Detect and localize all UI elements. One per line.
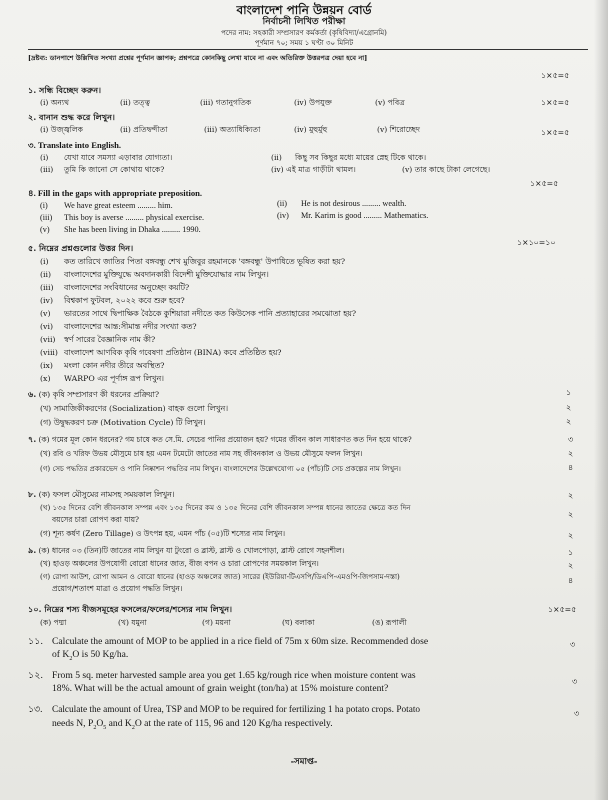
q6-item-3-marks: ২ [566,417,572,426]
q9-item-2: (খ) হাওড় অঞ্চলের উপযোগী বোরো ধানের জাত, বীজ বপন ও চারা রোপণের সময়কাল লিখুন। [40,559,319,568]
q5-item-8: (viii) বাংলাদেশ আণবিক কৃষি গবেষণা প্রতিষ্ঠান (BINA) কবে প্রতিষ্ঠিত হয়? [40,348,282,357]
q2-opt-2: (ii) প্রতিদ্বন্দীতা [120,125,168,134]
q4-item-2: (ii) He is not desirous ......... wealth. [277,199,407,208]
q9-item-3: (গ) রোপা আউশ, রোপা আমন ও বোরো ধানের (হাওড় অঞ্চলের জাত) সারের (ইউরিয়া-টিএসপি/ডিএপি-এমওপি-জিপসাম-দস্তা) [40,572,400,581]
q7-item-2: (খ) রবি ও খরিফ উভয় মৌসুমে চাষ হয় এমন টমেটো জাতের নাম সহ জীবনকাল ও উভয় মৌসুমে ফলন লিখুন। [40,449,363,458]
q8-item-3-marks: ২ [568,531,574,540]
q13-marks: ৩ [574,709,580,718]
q10-opt-3: (গ) ময়না [202,618,231,627]
q2-opt-4: (iv) মুহুর্মুহু [294,125,328,134]
q7-item-2-marks: ২ [568,449,574,458]
marks-and-time: পূর্ণমান ৭০; সময় ১ ঘণ্টা ৩০ মিনিট [254,39,354,47]
q4-heading: ৪. Fill in the gaps with appropriate preposition. [28,188,203,198]
q5-heading: ৫. নিম্নের প্রশ্নগুলোর উত্তর দিন। [28,243,134,253]
q13-line1: ১৩. Calculate the amount of Urea, TSP and MOP to be required for fertilizing 1 ha potato crops. Potato [28,705,421,715]
q8-item-2-line2: বয়সের চারা রোপণ করা যায়? [52,515,139,524]
q7-item-3-marks: ৪ [568,463,574,472]
q6-item-3: (গ) উদ্বুদ্ধকরণ চক্র (Motivation Cycle) টি লিখুন। [40,418,206,427]
q8-item-2-marks: ২ [568,510,574,519]
q1-opt-5: (v) পবিত্র [375,98,405,107]
q5-item-4: (iv) বিশ্বকাপ ফুটবল, ২০২২ কবে শুরু হবে? [40,296,185,305]
q1-opt-4: (iv) উপযুক্ত [294,98,332,107]
q7-item-1-marks: ৩ [568,435,574,444]
q6-item-1: ৬. (ক) কৃষি সম্প্রসারণ কী ধরনের প্রক্রিয়া? [28,389,160,399]
q3-item-1: (i) যেখা যাবে সমস্যা এড়াবার যোগ্যতা। [40,153,173,162]
q3-item-4: (iv) এই মাত্র গাড়ীটা থামল। [271,165,356,174]
q5-item-3: (iii) বাংলাদেশের সংবিধানের অনুচ্ছেদ কয়টি? [40,283,190,292]
q7-item-3: (গ) সেচ পদ্ধতির প্রকারভেদ ও পানি নিষ্কাশন পদ্ধতির নাম লিখুন। বাংলাদেশের উল্লেখযোগ্য ০৫ (পাঁচ)টি সেচ প্রকল্পের নাম লিখুন। [40,464,401,473]
q9-item-3-line2: প্রয়োগ/শতাংশ মাত্রা ও প্রয়োগ পদ্ধতি লিখুন। [52,584,183,593]
q5-item-7: (vii) স্বর্ণ সারের বৈজ্ঞানিক নাম কী? [40,335,156,344]
q8-item-1-marks: ২ [568,491,574,500]
q10-opt-1: (ক) পদ্মা [40,618,67,627]
q13-line2: needs N, $P_2O_5$ and $K_2O$ at the rate of 115, 96 and 120 Kg/ha respectively. [52,718,333,731]
q5-item-2: (ii) বাংলাদেশের মুক্তিযুদ্ধে অবদানকারী বিদেশী মুক্তিযোদ্ধার নাম লিখুন। [40,270,269,279]
q12-marks: ৩ [572,677,578,686]
q6-item-2: (খ) সামাজিকীকরণের (Socialization) বাহক গুলো লিখুন। [40,404,228,413]
q10-opt-4: (ঘ) বলাকা [282,618,315,627]
q8-item-3: (গ) শূন্য কর্ষণ (Zero Tillage) ও উৎপন্ন হয়, এমন পাঁচ (০৫)টি শস্যের নাম লিখুন। [40,529,285,538]
q10-opt-2: (খ) যমুনা [118,618,147,627]
q9-item-1: ৯. (ক) ধানের ০৩ (তিন)টি জাতের নাম লিখুন যা টুংরো ও ব্লাস্ট, ব্লাস্ট ও খোলপোড়া, ব্লাস্ট রোগে সহনশীল। [28,545,345,555]
q1-text: সন্ধি বিচ্ছেদ করুন। [39,85,102,95]
q4-item-4: (iv) Mr. Karim is good ......... Mathematics. [277,211,429,220]
q1-number: ১. [28,85,37,95]
q5-item-6: (vi) বাংলাদেশের আন্ত:সীমান্ত নদীর সংখ্যা কত? [40,322,197,331]
q5-marks: ১×১০=১০ [517,238,556,247]
q4-item-3: (iii) This boy is averse ......... physical exercise. [40,213,205,222]
q9-item-2-marks: ২ [568,561,574,570]
q2-heading: ২. বানান শুদ্ধ করে লিখুন। [28,112,115,122]
q11-marks: ৩ [570,640,576,649]
q5-item-1: (i) কত তারিখে জাতির পিতা বঙ্গবন্ধু শেখ মুজিবুর রহমানকে 'বঙ্গবন্ধু' উপাধিতে ভূষিত করা হয়? [40,257,346,266]
q9-item-1-marks: ১ [568,548,574,557]
q2-marks: ১×৫=৫ [541,98,570,107]
q12-line2: 18%. What will be the actual amount of grain weight (ton/ha) at 15% moisture content? [52,683,389,694]
q3-item-5: (v) তার কাছে টাকা লেগেছে। [402,165,491,174]
organization-title: বাংলাদেশ পানি উন্নয়ন বোর্ড [236,3,372,17]
q6-item-2-marks: ২ [566,403,572,412]
q10-marks: ১×৫=৫ [548,605,577,614]
q3-item-2: (ii) কিছু সব কিছুর মধ্যে মায়ের স্নেহ টিকে থাকে। [271,153,427,162]
q4-marks: ১×৫=৫ [530,179,559,188]
page-edge-shadow [594,0,608,800]
q11-line2: of $K_2O$ is 50 Kg/ha. [52,649,129,662]
q5-item-5: (v) ভারতের সাথে দ্বিপাক্ষিক বৈঠকে কুশিয়ারা নদীতে কত কিউসেক পানি প্রত্যাহারের সমঝোতা হয়? [40,309,357,318]
q2-opt-3: (iii) অত্যাধিক্যিতা [204,125,261,134]
q11-line1: ১১. Calculate the amount of MOP to be applied in a rice field of 75m x 60m size. Recommended dose [28,636,429,647]
q3-marks: ১×৫=৫ [541,128,570,137]
q5-item-9: (ix) মংলা কোন নদীর তীরে অবস্থিত? [40,361,165,370]
q3-item-3: (iii) তুমি কি জানো সে কোথায় থাকে? [40,165,165,174]
q10-heading: ১০. নিম্নের শস্য বীজসমূহের ফসলের/ফলের/শস্যের নাম লিখুন। [28,604,233,614]
q4-item-5: (v) She has been living in Dhaka ......... 1990. [40,225,201,234]
q5-item-10: (x) WARPO এর পূর্ণাঙ্গ রূপ লিখুন। [40,374,164,383]
exam-title: নির্বাচনী লিখিত পরীক্ষা [262,17,346,27]
q6-item-1-marks: ১ [566,388,572,397]
q10-opt-5: (ঙ) রূপালী [372,618,407,627]
q9-item-3-marks: ৪ [568,576,574,585]
q8-item-2: (খ) ১৩৫ দিনের বেশি জীবনকাল সম্পন্ন এবং ১৩৫ দিনের কম ও ১৩৫ দিনের বেশি জীবনকাল সম্পন্ন ধানের জাতের ক্ষেত্রে কত দিন [40,503,411,512]
q4-item-1: (i) We have great esteem ......... him. [40,201,173,210]
q12-line1: ১২. From 5 sq. meter harvested sample area you get 1.65 kg/rough rice when moisture content was [28,670,416,681]
q2-opt-5: (v) শিরোচ্ছেদ [377,125,420,134]
instruction-line: [দ্রষ্টব্য: ডানপাশে উল্লিখিত সংখ্যা প্রশ্নের পূর্ণমান জ্ঞাপক; প্রশ্নপত্রে কোনকিছু লেখা যাবে না এবং অতিরিক্ত উত্তরপত্র দেয়া হবে না] [28,49,588,64]
q1-marks: ১×৫=৫ [541,71,570,80]
q8-item-1: ৮. (ক) ফসল মৌসুমের নামসহ সময়কাল লিখুন। [28,489,175,499]
q2-opt-1: (i) উজ্জ্বলিক [40,125,83,134]
q1-opt-2: (ii) তত্ত্ব [120,98,151,107]
exam-header [0,4,608,48]
q7-item-1: ৭. (ক) গমের মূল কোন ধরনের? গম চাষে কত সে.মি. সেচের পানির প্রয়োজন হয়? গমের জীবন কাল সাধারণত কত দিন হয়ে থাকে? [28,434,412,444]
q1-opt-1: (i) অন্যথ [40,98,70,107]
q1-opt-3: (iii) গতানুগতিক [200,98,252,107]
q3-heading: ৩. Translate into English. [28,140,122,150]
post-name: পদের নাম: সহকারী সম্প্রসারণ কর্মকর্তা (কৃষিবিদ্যা/এগ্রোনমি) [221,29,387,37]
end-marker: -সমাপ্ত- [290,757,318,767]
